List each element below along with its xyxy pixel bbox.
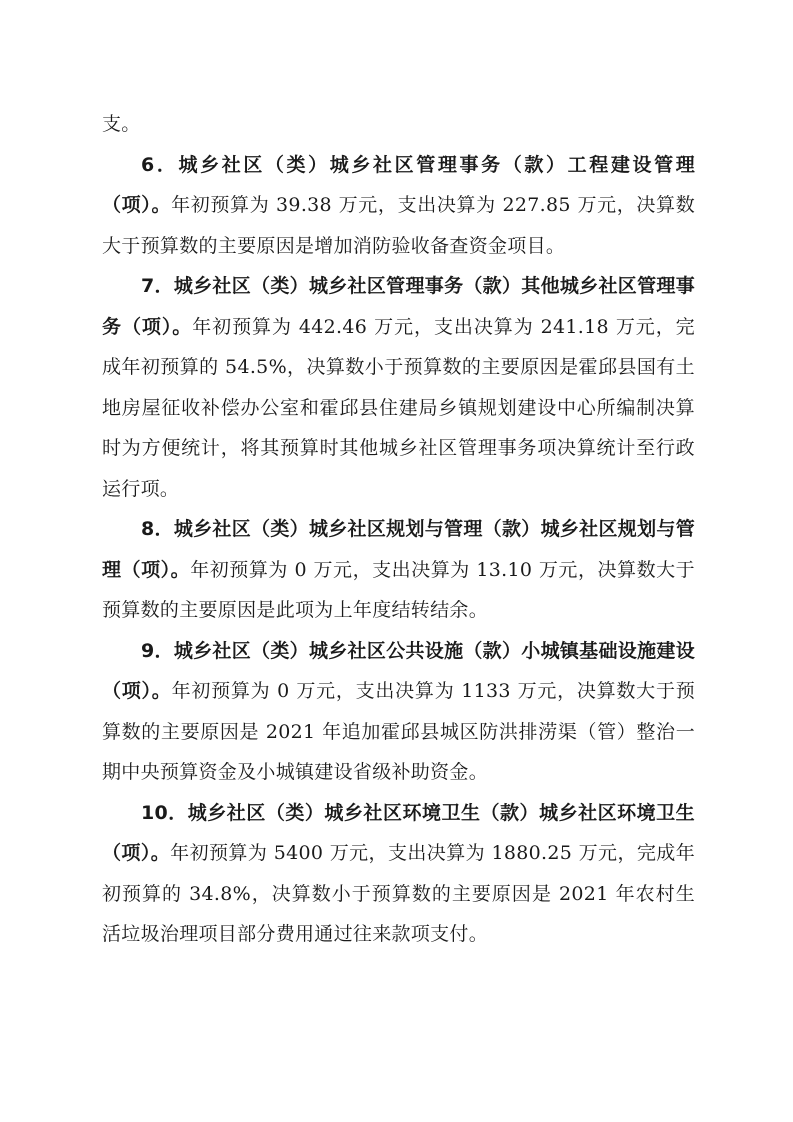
- paragraph-heading: 9．城乡社区（类）城乡社区公共设施（款）小城镇基础设施建设（项）。: [102, 639, 695, 702]
- paragraph-body: 支。: [102, 113, 141, 135]
- paragraph-continuation: [102, 104, 695, 145]
- paragraph-body: 年初预算为 39.38 万元，支出决算为 227.85 万元，决算数大于预算数的主要原因是增加消防验收备查资金项目。: [102, 194, 696, 257]
- paragraph-body: 年初预算为 0 万元，支出决算为 13.10 万元，决算数大于预算数的主要原因是此项为上年度结转结余。: [102, 558, 695, 621]
- paragraph-heading: 10．城乡社区（类）城乡社区环境卫生（款）城乡社区环境卫生（项）。: [102, 801, 695, 864]
- paragraph-heading: 8．城乡社区（类）城乡社区规划与管理（款）城乡社区规划与管理（项）。: [102, 518, 695, 581]
- paragraph-body: 年初预算为 442.46 万元，支出决算为 241.18 万元，完成年初预算的 54.5%，决算数小于预算数的主要原因是霍邱县国有土地房屋征收补偿办公室和霍邱县住建局乡镇规划建设中心所编制决算时为方便统计，将其预算时其他城乡社区管理事务项决算统计至行政运行项。: [102, 315, 695, 500]
- paragraph-heading: 7．城乡社区（类）城乡社区管理事务（款）其他城乡社区管理事务（项）。: [102, 275, 695, 338]
- paragraph-heading: 6．城乡社区（类）城乡社区管理事务（款）工程建设管理（项）。: [102, 153, 695, 216]
- paragraph-item-6: [102, 145, 695, 267]
- paragraph-item-8: [102, 509, 695, 631]
- paragraph-item-9: [102, 631, 695, 793]
- document-page: [102, 104, 695, 955]
- paragraph-item-7: [102, 266, 695, 509]
- paragraph-item-10: [102, 793, 695, 955]
- paragraph-body: 年初预算为 0 万元，支出决算为 1133 万元，决算数大于预算数的主要原因是 2021 年追加霍邱县城区防洪排涝渠（管）整治一期中央预算资金及小城镇建设省级补助资金。: [102, 680, 696, 783]
- paragraph-body: 年初预算为 5400 万元，支出决算为 1880.25 万元，完成年初预算的 34.8%，决算数小于预算数的主要原因是 2021 年农村生活垃圾治理项目部分费用通过往来款项支付。: [102, 842, 695, 945]
